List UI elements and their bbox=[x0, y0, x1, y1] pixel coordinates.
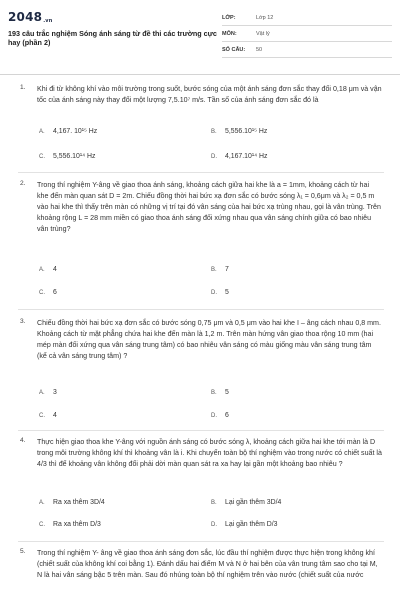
option-letter: B. bbox=[211, 129, 217, 135]
option-text: 4,167. 10¹⁵ Hz bbox=[53, 128, 98, 135]
meta-panel bbox=[222, 10, 392, 58]
option-b[interactable] bbox=[211, 128, 267, 135]
option-letter: C. bbox=[39, 413, 45, 419]
option-letter: C. bbox=[39, 522, 45, 528]
option-text: 5,556.10¹⁵ Hz bbox=[225, 128, 268, 135]
option-text: Lại gần thêm D/3 bbox=[225, 521, 278, 528]
option-c[interactable] bbox=[39, 521, 101, 528]
option-text: 6 bbox=[53, 289, 57, 296]
option-letter: A. bbox=[39, 390, 45, 396]
question-divider bbox=[18, 172, 384, 173]
meta-row-subject bbox=[222, 26, 392, 42]
question-number: 2. bbox=[20, 180, 26, 187]
option-c[interactable] bbox=[39, 153, 95, 160]
question-divider bbox=[18, 309, 384, 310]
option-b[interactable] bbox=[211, 499, 281, 506]
question-divider bbox=[18, 430, 384, 431]
meta-key: MÔN: bbox=[222, 30, 237, 37]
option-d[interactable] bbox=[211, 412, 229, 419]
meta-value: Vật lý bbox=[256, 30, 270, 37]
option-b[interactable] bbox=[211, 389, 229, 396]
document-title: 193 câu trắc nghiệm Sóng ánh sáng từ đề thi các trường cực hay (phần 2) bbox=[8, 29, 217, 47]
option-text: 5 bbox=[225, 289, 229, 296]
option-text: 5,556.10¹⁴ Hz bbox=[53, 153, 96, 160]
site-logo[interactable] bbox=[8, 10, 53, 24]
meta-value: 50 bbox=[256, 46, 263, 53]
option-letter: C. bbox=[39, 154, 45, 160]
question-number: 5. bbox=[20, 548, 26, 555]
logo-tld: .vn bbox=[43, 18, 53, 24]
question-divider bbox=[18, 541, 384, 542]
page-header bbox=[0, 0, 400, 68]
option-d[interactable] bbox=[211, 289, 229, 296]
option-letter: D. bbox=[211, 290, 217, 296]
option-text: Lại gần thêm 3D/4 bbox=[225, 499, 282, 506]
meta-key: SỐ CÂU: bbox=[222, 46, 246, 53]
meta-row-count bbox=[222, 42, 392, 58]
meta-key: LỚP: bbox=[222, 14, 236, 21]
meta-value: Lớp 12 bbox=[256, 14, 274, 21]
option-text: 6 bbox=[225, 412, 229, 419]
logo-text: 2048 bbox=[8, 10, 43, 24]
option-letter: C. bbox=[39, 290, 45, 296]
option-a[interactable] bbox=[39, 128, 97, 135]
question-text: Trong thí nghiệm Y- âng về giao thoa ánh sáng đơn sắc, lúc đầu thí nghiệm được thực hiện trong không khí (chiết suất của không khí coi bằng 1). Đánh dấu hai điểm M và N ở hai bên của vân trung tâm sao cho tại M, N là hai vân sáng bậc 5 trên màn. Sau đó nhúng toàn bộ thí nghiệm trên vào nước (chiết suất của nước bbox=[37, 549, 378, 579]
question-text: Thực hiện giao thoa khe Y-âng với nguồn ánh sáng có bước sóng λ, khoảng cách giữa hai khe tới màn là D trong môi trường không khí thì khoảng vân là i. Khi chuyển toàn bộ thí nghiệm vào trong nước có chiết suất là 4/3 thì để khoảng vân không đổi phải dời màn quan sát ra xa hay lại gần một khoảng bao nhiêu ? bbox=[37, 438, 382, 468]
option-text: 3 bbox=[53, 389, 57, 396]
option-c[interactable] bbox=[39, 412, 57, 419]
option-text: 4 bbox=[53, 412, 57, 419]
option-d[interactable] bbox=[211, 153, 267, 160]
option-letter: D. bbox=[211, 413, 217, 419]
option-letter: B. bbox=[211, 390, 217, 396]
option-letter: A. bbox=[39, 129, 45, 135]
option-letter: B. bbox=[211, 267, 217, 273]
option-letter: A. bbox=[39, 500, 45, 506]
option-a[interactable] bbox=[39, 389, 57, 396]
question-number: 3. bbox=[20, 318, 26, 325]
option-letter: D. bbox=[211, 154, 217, 160]
question-number: 1. bbox=[20, 84, 26, 91]
question-text: Khi đi từ không khí vào môi trường trong suốt, bước sóng của một ánh sáng đơn sắc thay đổi 0,18 μm và vận tốc của ánh sáng này thay đổi một lượng 7,5.10⁷ m/s. Tần số của ánh sáng đơn sắc đó là bbox=[37, 85, 382, 104]
option-a[interactable] bbox=[39, 499, 105, 506]
option-text: Ra xa thêm 3D/4 bbox=[53, 499, 105, 506]
option-a[interactable] bbox=[39, 266, 57, 273]
question-text: Trong thí nghiệm Y-âng về giao thoa ánh sáng, khoảng cách giữa hai khe là a = 1mm, khoảng cách từ hai khe đến màn quan sát D = 2m. Chiếu đồng thời hai bức xạ đơn sắc có bước sóng λ₁ = 0,6μm và λ₂ = 0,5 m vào hai khe thì thấy trên màn có những vị trí tại đó vân sáng của hai bức xạ trùng nhau, gọi là vân trùng. Trên khoảng rộng L = 28 mm miền có giao thoa ánh sáng đối xứng nhau qua vân sáng chính giữa có bao nhiêu vân trùng? bbox=[37, 181, 381, 233]
option-letter: A. bbox=[39, 267, 45, 273]
option-b[interactable] bbox=[211, 266, 229, 273]
header-divider bbox=[0, 74, 400, 75]
option-text: 4,167.10¹⁴ Hz bbox=[225, 153, 268, 160]
question-number: 4. bbox=[20, 437, 26, 444]
option-letter: D. bbox=[211, 522, 217, 528]
meta-row-class bbox=[222, 10, 392, 26]
option-c[interactable] bbox=[39, 289, 57, 296]
option-text: 5 bbox=[225, 389, 229, 396]
option-text: 7 bbox=[225, 266, 229, 273]
option-text: 4 bbox=[53, 266, 57, 273]
option-letter: B. bbox=[211, 500, 217, 506]
question-text: Chiếu đồng thời hai bức xạ đơn sắc có bước sóng 0,75 μm và 0,5 μm vào hai khe I – âng cách nhau 0,8 mm. Khoảng cách từ mặt phẳng chứa hai khe đến màn là 1,2 m. Trên màn hứng vân giao thoa rộng 10 mm (hai mép màn đối xứng qua vân sáng trung tâm) có bao nhiêu vân sáng có màu giống màu vân sáng trung tâm (kể cả vân sáng trung tâm) ? bbox=[37, 319, 381, 360]
option-d[interactable] bbox=[211, 521, 277, 528]
option-text: Ra xa thêm D/3 bbox=[53, 521, 101, 528]
